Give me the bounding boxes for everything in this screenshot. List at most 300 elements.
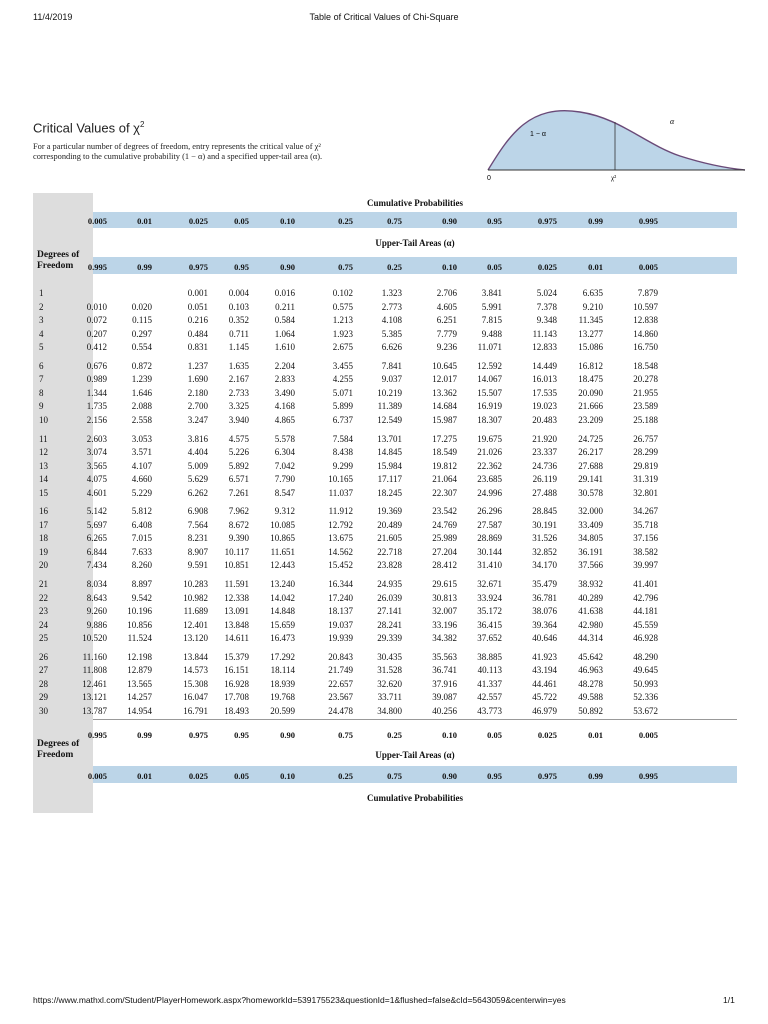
value-cell: 48.278	[578, 678, 603, 689]
df-cell: 4	[39, 328, 44, 339]
value-cell: 28.412	[432, 560, 457, 571]
df-cell: 29	[39, 692, 48, 703]
value-cell: 22.657	[328, 678, 353, 689]
value-cell: 1.323	[381, 288, 402, 298]
value-cell: 5.071	[332, 387, 353, 398]
value-cell: 16.344	[328, 579, 353, 589]
value-cell: 3.074	[86, 447, 107, 458]
header-cell: 0.90	[442, 771, 457, 781]
df-cell: 14	[39, 474, 48, 485]
header-cell: 0.75	[387, 216, 402, 226]
df-cell: 19	[39, 546, 48, 557]
value-cell: 10.865	[270, 533, 295, 544]
value-cell: 7.790	[274, 474, 295, 485]
description-line-1: For a particular number of degrees of freedom, entry represents the critical value of χ²	[33, 142, 321, 151]
value-cell: 0.211	[275, 301, 295, 312]
value-cell: 45.642	[578, 651, 603, 662]
value-cell: 4.108	[381, 315, 402, 326]
value-cell: 1.237	[187, 360, 208, 371]
value-cell: 20.489	[377, 519, 402, 530]
value-cell: 24.478	[328, 706, 353, 716]
value-cell: 34.382	[432, 633, 457, 644]
value-cell: 13.240	[270, 579, 295, 589]
value-cell: 8.547	[274, 487, 295, 498]
value-cell: 14.611	[224, 633, 249, 644]
value-cell: 46.928	[633, 633, 658, 644]
value-cell: 14.954	[127, 706, 152, 716]
value-cell: 16.151	[224, 665, 249, 676]
header-cell: 0.05	[487, 262, 502, 272]
value-cell: 9.542	[131, 592, 152, 603]
df-cell: 27	[39, 665, 48, 676]
value-cell: 11.651	[270, 546, 295, 557]
header-cell: 0.975	[188, 730, 208, 740]
value-cell: 16.928	[224, 678, 249, 689]
value-cell: 21.026	[477, 447, 502, 458]
value-cell: 10.283	[183, 579, 208, 589]
table-heading	[33, 120, 144, 135]
value-cell: 44.461	[532, 678, 557, 689]
chi-square-curve-figure	[470, 104, 750, 182]
value-cell: 0.872	[131, 360, 152, 371]
df-cell: 23	[39, 606, 48, 617]
value-cell: 34.800	[377, 706, 402, 716]
value-cell: 12.549	[377, 414, 402, 425]
value-cell: 8.260	[131, 560, 152, 571]
table-body-bg	[93, 193, 737, 813]
value-cell: 31.319	[633, 474, 658, 485]
value-cell: 33.409	[578, 519, 603, 530]
value-cell: 18.114	[270, 665, 295, 676]
value-cell: 11.912	[328, 506, 353, 517]
label-chi2: χ²	[611, 174, 617, 182]
value-cell: 4.575	[228, 433, 249, 444]
header-cell: 0.75	[338, 730, 353, 740]
value-cell: 18.245	[377, 487, 402, 498]
value-cell: 11.591	[224, 579, 249, 589]
value-cell: 35.718	[633, 519, 658, 530]
value-cell: 0.584	[274, 315, 295, 326]
header-cell: 0.995	[87, 262, 107, 272]
value-cell: 8.231	[187, 533, 208, 544]
df-cell: 15	[39, 487, 48, 498]
df-cell: 6	[39, 360, 44, 371]
value-cell: 23.589	[633, 401, 658, 412]
df-cell: 22	[39, 592, 48, 603]
value-cell: 23.828	[377, 560, 402, 571]
value-cell: 32.000	[578, 506, 603, 517]
header-cell: 0.975	[537, 216, 557, 226]
value-cell: 19.812	[432, 460, 457, 471]
value-cell: 36.741	[432, 665, 457, 676]
value-cell: 15.987	[432, 414, 457, 425]
value-cell: 45.722	[532, 692, 557, 703]
value-cell: 12.838	[633, 315, 658, 326]
value-cell: 3.565	[86, 460, 107, 471]
value-cell: 21.605	[377, 533, 402, 544]
header-cell: 0.01	[137, 216, 152, 226]
value-cell: 13.675	[328, 533, 353, 544]
cumulative-probabilities-bottom: Cumulative Probabilities	[366, 793, 464, 803]
df-cell: 18	[39, 533, 48, 544]
value-cell: 29.141	[578, 474, 603, 485]
header-cell: 0.25	[338, 216, 353, 226]
value-cell: 50.892	[578, 706, 603, 716]
value-cell: 3.940	[228, 414, 249, 425]
value-cell: 40.256	[432, 706, 457, 716]
freedom-column-bg	[33, 193, 93, 813]
value-cell: 0.676	[86, 360, 107, 371]
value-cell: 39.364	[532, 619, 557, 630]
value-cell: 5.629	[187, 474, 208, 485]
value-cell: 38.932	[578, 579, 603, 589]
value-cell: 9.037	[381, 374, 402, 385]
value-cell: 10.982	[183, 592, 208, 603]
value-cell: 7.841	[381, 360, 402, 371]
df-cell: 28	[39, 678, 48, 689]
value-cell: 16.919	[477, 401, 502, 412]
value-cell: 9.390	[228, 533, 249, 544]
value-cell: 49.588	[578, 692, 603, 703]
value-cell: 0.831	[187, 342, 208, 353]
value-cell: 1.344	[86, 387, 107, 398]
value-cell: 32.852	[532, 546, 557, 557]
header-cell: 0.01	[588, 262, 603, 272]
freedom-label-line-1: Degrees of	[37, 250, 80, 260]
value-cell: 3.247	[187, 414, 208, 425]
value-cell: 11.808	[82, 665, 107, 676]
value-cell: 13.848	[224, 619, 249, 630]
value-cell: 14.860	[633, 328, 658, 339]
value-cell: 14.257	[127, 692, 152, 703]
value-cell: 27.688	[578, 460, 603, 471]
value-cell: 35.172	[477, 606, 502, 617]
value-cell: 2.733	[228, 387, 249, 398]
value-cell: 10.117	[224, 546, 249, 557]
value-cell: 30.813	[432, 592, 457, 603]
value-cell: 30.144	[477, 546, 502, 557]
value-cell: 19.037	[328, 619, 353, 630]
value-cell: 26.039	[377, 592, 402, 603]
value-cell: 7.779	[436, 328, 457, 339]
value-cell: 0.051	[187, 301, 208, 312]
value-cell: 2.204	[274, 360, 295, 371]
value-cell: 18.549	[432, 447, 457, 458]
value-cell: 1.646	[131, 387, 152, 398]
value-cell: 5.009	[187, 460, 208, 471]
label-zero: 0	[487, 175, 491, 182]
value-cell: 1.239	[131, 374, 152, 385]
value-cell: 2.706	[436, 288, 457, 298]
value-cell: 14.042	[270, 592, 295, 603]
value-cell: 18.475	[578, 374, 603, 385]
value-cell: 8.897	[131, 579, 152, 589]
value-cell: 5.385	[381, 328, 402, 339]
value-cell: 28.241	[377, 619, 402, 630]
header-cell: 0.975	[537, 771, 557, 781]
value-cell: 30.191	[532, 519, 557, 530]
value-cell: 27.587	[477, 519, 502, 530]
value-cell: 5.812	[131, 506, 152, 517]
value-cell: 3.841	[481, 288, 502, 298]
value-cell: 20.090	[578, 387, 603, 398]
value-cell: 1.064	[274, 328, 295, 339]
degrees-of-freedom-top	[37, 250, 79, 272]
value-cell: 4.255	[332, 374, 353, 385]
value-cell: 4.075	[86, 474, 107, 485]
value-cell: 25.989	[432, 533, 457, 544]
value-cell: 18.307	[477, 414, 502, 425]
value-cell: 19.675	[477, 433, 502, 444]
freedom-label-line-2: Freedom	[37, 261, 74, 271]
header-cell: 0.995	[638, 771, 658, 781]
value-cell: 0.016	[274, 288, 295, 298]
header-cell: 0.005	[87, 216, 107, 226]
value-cell: 23.542	[432, 506, 457, 517]
heading-sup: 2	[140, 120, 145, 129]
value-cell: 21.920	[532, 433, 557, 444]
value-cell: 3.053	[131, 433, 152, 444]
value-cell: 26.119	[532, 474, 557, 485]
value-cell: 17.292	[270, 651, 295, 662]
df-cell: 20	[39, 560, 48, 571]
value-cell: 27.141	[377, 606, 402, 617]
value-cell: 16.812	[578, 360, 603, 371]
value-cell: 34.170	[532, 560, 557, 571]
value-cell: 40.646	[532, 633, 557, 644]
value-cell: 11.689	[183, 606, 208, 617]
value-cell: 10.219	[377, 387, 402, 398]
value-cell: 15.507	[477, 387, 502, 398]
df-cell: 1	[39, 288, 44, 298]
value-cell: 2.088	[131, 401, 152, 412]
value-cell: 0.711	[229, 328, 249, 339]
value-cell: 31.526	[532, 533, 557, 544]
value-cell: 2.558	[131, 414, 152, 425]
value-cell: 18.137	[328, 606, 353, 617]
value-cell: 12.833	[532, 342, 557, 353]
value-cell: 5.229	[131, 487, 152, 498]
footer-url: https://www.mathxl.com/Student/PlayerHomework.aspx?homeworkId=539175523&questionId=1&flushed=false&cId=5643059&centerwin=yes	[33, 995, 566, 1005]
value-cell: 18.548	[633, 360, 658, 371]
value-cell: 19.369	[377, 506, 402, 517]
value-cell: 6.844	[86, 546, 107, 557]
value-cell: 24.996	[477, 487, 502, 498]
df-cell: 11	[39, 433, 48, 444]
value-cell: 41.638	[578, 606, 603, 617]
header-cell: 0.025	[188, 771, 208, 781]
df-cell: 3	[39, 315, 44, 326]
value-cell: 8.643	[86, 592, 107, 603]
cumulative-probabilities-top: Cumulative Probabilities	[366, 198, 464, 208]
bottom-rule	[93, 719, 737, 720]
header-cell: 0.25	[387, 730, 402, 740]
value-cell: 15.086	[578, 342, 603, 353]
header-cell: 0.005	[638, 730, 658, 740]
value-cell: 6.737	[332, 414, 353, 425]
value-cell: 46.963	[578, 665, 603, 676]
value-cell: 13.121	[82, 692, 107, 703]
df-cell: 12	[39, 447, 48, 458]
value-cell: 0.010	[86, 301, 107, 312]
value-cell: 15.452	[328, 560, 353, 571]
freedom-label-line-1: Degrees of	[37, 739, 80, 749]
df-cell: 30	[39, 706, 48, 716]
value-cell: 32.007	[432, 606, 457, 617]
value-cell: 10.645	[432, 360, 457, 371]
value-cell: 6.408	[131, 519, 152, 530]
value-cell: 42.980	[578, 619, 603, 630]
df-cell: 7	[39, 374, 44, 385]
value-cell: 46.979	[532, 706, 557, 716]
header-cell: 0.10	[280, 216, 295, 226]
value-cell: 8.034	[86, 579, 107, 589]
value-cell: 10.165	[328, 474, 353, 485]
value-cell: 12.792	[328, 519, 353, 530]
value-cell: 37.566	[578, 560, 603, 571]
df-cell: 16	[39, 506, 48, 517]
value-cell: 34.267	[633, 506, 658, 517]
value-cell: 33.711	[377, 692, 402, 703]
value-cell: 0.554	[131, 342, 152, 353]
df-cell: 9	[39, 401, 44, 412]
value-cell: 11.143	[532, 328, 557, 339]
value-cell: 7.879	[637, 288, 658, 298]
value-cell: 0.004	[228, 288, 249, 298]
value-cell: 2.833	[274, 374, 295, 385]
upper-tail-label-bottom: Upper-Tail Areas (α)	[375, 750, 455, 760]
value-cell: 49.645	[633, 665, 658, 676]
value-cell: 4.107	[131, 460, 152, 471]
header-cell: 0.75	[387, 771, 402, 781]
value-cell: 16.791	[183, 706, 208, 716]
header-cell: 0.95	[487, 216, 502, 226]
value-cell: 52.336	[633, 692, 658, 703]
value-cell: 20.278	[633, 374, 658, 385]
header-cell: 0.05	[234, 771, 249, 781]
value-cell: 39.997	[633, 560, 658, 571]
value-cell: 23.209	[578, 414, 603, 425]
value-cell: 5.024	[536, 288, 557, 298]
header-cell: 0.10	[280, 771, 295, 781]
value-cell: 13.844	[183, 651, 208, 662]
value-cell: 0.020	[131, 301, 152, 312]
critical-values-table	[33, 193, 737, 813]
value-cell: 12.401	[183, 619, 208, 630]
value-cell: 13.277	[578, 328, 603, 339]
value-cell: 1.610	[274, 342, 295, 353]
value-cell: 35.479	[532, 579, 557, 589]
value-cell: 18.939	[270, 678, 295, 689]
value-cell: 44.314	[578, 633, 603, 644]
value-cell: 0.072	[86, 315, 107, 326]
value-cell: 7.584	[332, 433, 353, 444]
value-cell: 19.939	[328, 633, 353, 644]
value-cell: 29.339	[377, 633, 402, 644]
header-cell: 0.95	[234, 730, 249, 740]
value-cell: 9.299	[332, 460, 353, 471]
value-cell: 7.378	[536, 301, 557, 312]
value-cell: 53.672	[633, 706, 658, 716]
value-cell: 26.296	[477, 506, 502, 517]
value-cell: 30.578	[578, 487, 603, 498]
header-cell: 0.10	[442, 730, 457, 740]
df-cell: 10	[39, 414, 48, 425]
value-cell: 28.299	[633, 447, 658, 458]
value-cell: 8.438	[332, 447, 353, 458]
value-cell: 50.993	[633, 678, 658, 689]
value-cell: 39.087	[432, 692, 457, 703]
value-cell: 5.142	[86, 506, 107, 517]
value-cell: 24.935	[377, 579, 402, 589]
value-cell: 7.015	[131, 533, 152, 544]
value-cell: 6.908	[187, 506, 208, 517]
value-cell: 11.345	[578, 315, 603, 326]
value-cell: 36.191	[578, 546, 603, 557]
value-cell: 21.955	[633, 387, 658, 398]
value-cell: 17.535	[532, 387, 557, 398]
value-cell: 32.801	[633, 487, 658, 498]
value-cell: 44.181	[633, 606, 658, 617]
value-cell: 1.923	[332, 328, 353, 339]
value-cell: 4.660	[131, 474, 152, 485]
value-cell: 22.307	[432, 487, 457, 498]
value-cell: 9.236	[436, 342, 457, 353]
value-cell: 12.879	[127, 665, 152, 676]
value-cell: 31.410	[477, 560, 502, 571]
value-cell: 7.434	[86, 560, 107, 571]
value-cell: 6.251	[436, 315, 457, 326]
footer-page: 1/1	[723, 995, 735, 1005]
label-alpha: α	[670, 117, 675, 126]
header-cell: 0.95	[234, 262, 249, 272]
value-cell: 27.488	[532, 487, 557, 498]
value-cell: 2.180	[187, 387, 208, 398]
value-cell: 16.750	[633, 342, 658, 353]
value-cell: 0.297	[131, 328, 152, 339]
value-cell: 17.240	[328, 592, 353, 603]
header-cell: 0.05	[487, 730, 502, 740]
value-cell: 11.037	[328, 487, 353, 498]
value-cell: 31.528	[377, 665, 402, 676]
value-cell: 4.865	[274, 414, 295, 425]
curve-fill	[488, 111, 745, 170]
header-cell: 0.005	[87, 771, 107, 781]
header-cell: 0.25	[338, 771, 353, 781]
value-cell: 9.210	[582, 301, 603, 312]
value-cell: 37.156	[633, 533, 658, 544]
value-cell: 5.892	[228, 460, 249, 471]
value-cell: 9.260	[86, 606, 107, 617]
value-cell: 42.557	[477, 692, 502, 703]
df-cell: 13	[39, 460, 48, 471]
value-cell: 33.924	[477, 592, 502, 603]
value-cell: 10.085	[270, 519, 295, 530]
header-cell: 0.99	[588, 771, 603, 781]
value-cell: 1.690	[187, 374, 208, 385]
value-cell: 0.575	[332, 301, 353, 312]
value-cell: 6.626	[381, 342, 402, 353]
df-cell: 8	[39, 387, 44, 398]
value-cell: 21.666	[578, 401, 603, 412]
value-cell: 3.571	[131, 447, 152, 458]
value-cell: 28.869	[477, 533, 502, 544]
value-cell: 0.102	[332, 288, 353, 298]
upper-tail-label-top: Upper-Tail Areas (α)	[375, 238, 455, 248]
df-cell: 2	[39, 301, 44, 312]
value-cell: 10.856	[127, 619, 152, 630]
value-cell: 16.047	[183, 692, 208, 703]
